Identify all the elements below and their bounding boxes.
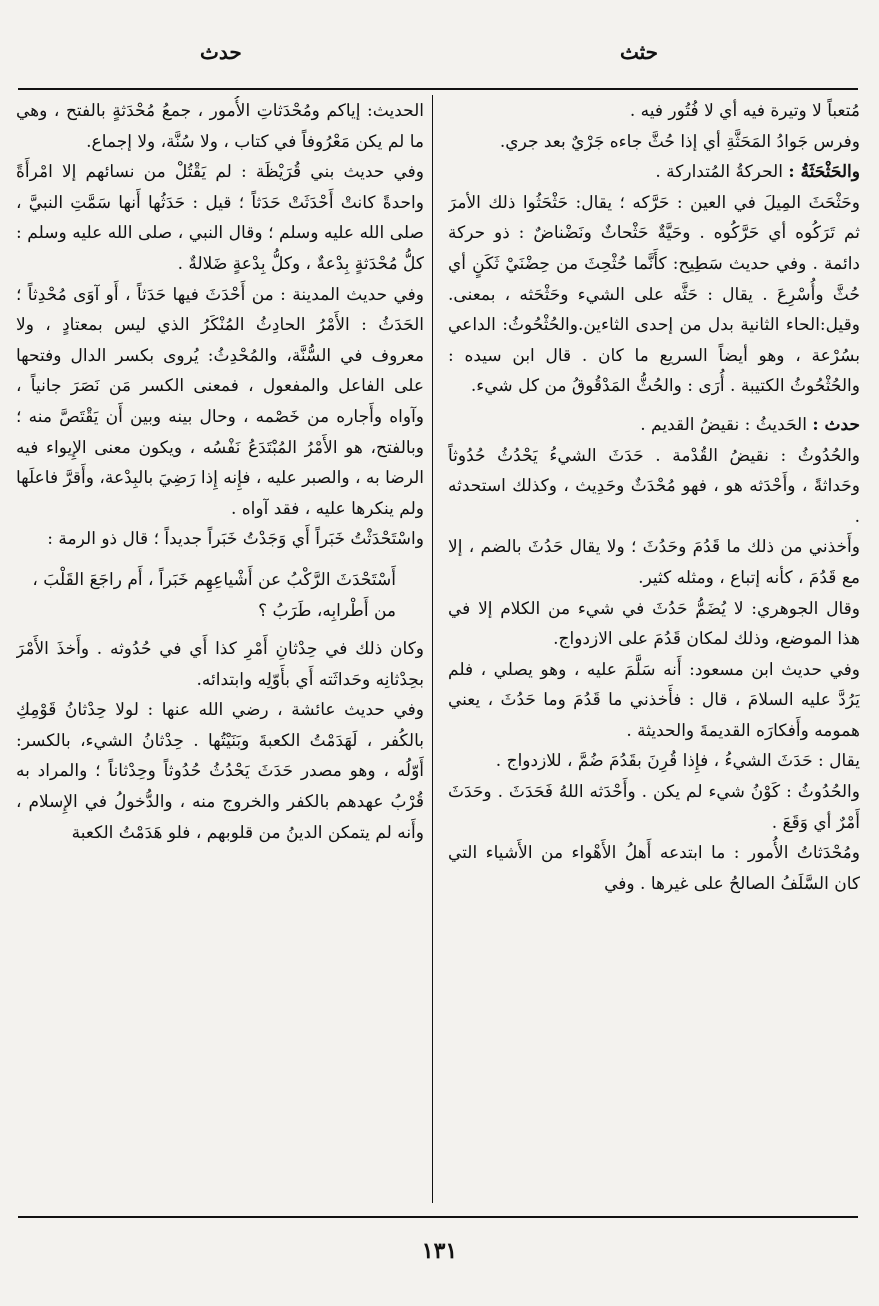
paragraph-text: واسْتَحْدَثْتُ خَبَراً أَي وَجَدْتُ خَبَراً جديداً ؛ قال ذو الرمة : xyxy=(47,529,424,550)
paragraph-text: وأَخذني من ذلك ما قَدُمَ وحَدُثَ ؛ ولا يقال حَدُثَ بالضم ، إلا مع قَدُمَ ، كأنه إتباع ، ومثله كثير. xyxy=(448,537,860,588)
paragraph-text: وفي حديث المدينة : من أَحْدَثَ فيها حَدَثاً ، أَو آوَى مُحْدِثاً ؛ الحَدَثُ : الأَمْرُ الحادِثُ المُنْكَرُ الذي ليس بمعتادٍ ، ولا معروف في السُّنَّة، والمُحْدِثُ: يُروى بكسر الدال وفتحها على الفاعل والمفعول ، فمعنى الكسر مَن نَصَرَ جانياً ، وآواه وأَجاره من خَصْمه ، وحال بينه وبين أَن يَقْتَصَّ منه ؛ وبالفتح، هو الأَمْرُ المُبْتَدَعُ نَفْسُه ، ويكون معنى الإِيواء فيه الرضا به ، والصبر عليه ، فإِنه إِذا رَضِيَ بالبِدْعة، وأَقرَّ فاعلَها ولم ينكرها عليه ، فقد آواه . xyxy=(16,284,424,519)
paragraph xyxy=(16,634,424,695)
paragraph-text: الحَديثُ : نقيضُ القديم . xyxy=(640,414,807,435)
paragraph xyxy=(448,441,860,533)
paragraph-text: الحديث: إياكم ومُحْدَثاتِ الأُمور ، جمعُ مُحْدَثةٍ بالفتح ، وهي ما لم يكن مَعْرُوفاً في كتاب ، ولا سُنَّة، ولا إجماع. xyxy=(16,101,424,152)
paragraph-text: وفي حديث بني قُرَيْظَة : لم يَقْتُلْ من نسائهم إلا امْرأَةً واحدةً كانتْ أَحْدَثَتْ حَدَثاً ؛ قيل : حَدَثُها أَنها سَمَّتِ النبيَّ ، صلى الله عليه وسلم ؛ وقال النبي ، صلى الله عليه وسلم : كلُّ مُحْدَثةٍ بِدْعةٌ ، وكلُّ بِدْعةٍ ضَلالةٌ . xyxy=(16,162,424,274)
paragraph-text: يقال : حَدَثَ الشيءُ ، فإِذا قُرِنَ بقَدُمَ ضُمَّ ، للازدواج . xyxy=(495,751,860,772)
paragraph-text: وكان ذلك في حِدْثانِ أَمْرِ كذا أَي في حُدُوثه . وأَخذَ الأَمْرَ بحِدْثانِه وحَداثَته أَي بأَوّلِه وابتدائه. xyxy=(16,639,424,690)
bottom-rule xyxy=(18,1216,858,1218)
paragraph xyxy=(16,96,424,157)
paragraph xyxy=(16,695,424,848)
left-column xyxy=(16,96,424,1208)
running-head-left: حدث xyxy=(200,40,242,64)
paragraph xyxy=(448,777,860,838)
paragraph xyxy=(16,524,424,555)
paragraph xyxy=(448,157,860,188)
running-head-right: حثث xyxy=(620,40,659,64)
top-rule xyxy=(18,88,858,90)
paragraph xyxy=(16,280,424,525)
paragraph-text: وفرس جَوادُ المَحَثَّةِ أي إذا حُثَّ جاءه جَرْيٌ بعد جري. xyxy=(499,131,860,152)
paragraph xyxy=(16,157,424,279)
paragraph xyxy=(448,127,860,158)
entry-headword: حدث : xyxy=(812,414,860,435)
paragraph-text: والحُدُوثُ : نقيضُ القُدْمة . حَدَثَ الشيءُ يَحْدُثُ حُدُوثاً وحَداثةً ، وأَحْدَثه هو ، فهو مُحْدَثٌ وحَدِيث ، وكذلك استحدثه . xyxy=(448,445,860,527)
paragraph xyxy=(448,746,860,777)
column-divider xyxy=(432,95,433,1203)
paragraph-text: وقال الجوهري: لا يُضَمُّ حَدُثَ في شيء من الكلام إلا في هذا الموضع، وذلك لمكان قَدُمَ على الازدواج. xyxy=(448,598,860,650)
paragraph xyxy=(448,594,860,655)
paragraph xyxy=(448,655,860,747)
paragraph xyxy=(448,188,860,402)
paragraph-text: الحركةُ المُتداركة . xyxy=(655,162,783,183)
paragraph-text: وفي حديث عائشة ، رضي الله عنها : لولا حِدْثانُ قَوْمِكِ بالكُفر ، لَهَدَمْتُ الكعبةَ وبَنَيْتُها . حِدْثانُ الشيء، بالكسر: أَوّلُه ، وهو مصدر حَدَثَ يَحْدُثُ حُدُوثاً وحِدْثاناً ؛ والمراد به قُرْبُ عهدهم بالكفر والخروج منه ، والدُّخولُ في الإِسلام ، وأَنه لم يتمكن الدينُ من قلوبهم ، فلو هَدَمْتُ الكعبة xyxy=(16,700,424,843)
paragraph-text: ومُحْدَثاتُ الأُمور : ما ابتدعه أَهلُ الأَهْواء من الأَشياء التي كان السَّلَفُ الصالحُ على غيرها . وفي xyxy=(448,843,860,894)
paragraph-text: وفي حديث ابن مسعود: أَنه سَلَّمَ عليه ، وهو يصلي ، فلم يَرُدَّ عليه السلامَ ، قال : فأَخذني ما قَدُمَ وما حَدُثَ ، يعني همومه وأَفكارَه القديمةَ والحديثة . xyxy=(448,659,860,741)
paragraph-text: وحَثْحَثَ المِيلَ في العين : حَرَّكه ؛ يقال: حَثْحَثُوا ذلك الأمرَ ثم تَرَكُوه أي حَرَّكُوه . وحَيَّةٌ حَثْحاثٌ ونَضْناضٌ : ذو حركة دائمة . وفي حديث سَطِيح: كأَنَّما حُثْحِثَ من حِضْنَيْ ثَكَنٍ أي حُثَّ وأُسْرِعَ . يقال : حَثَّه على الشيء وحَثْحَثه ، بمعنى. وقيل:الحاء الثانية بدل من إحدى الثاءين.والحُثْحُوثُ: الداعي بسُرْعة ، وهو أيضاً السريع ما كان . قال ابن سيده : والحُثْحُوثُ الكتيبة . أُرَى : والحُثُّ المَدْقُوقُ من كل شيء. xyxy=(448,192,860,397)
paragraph xyxy=(448,532,860,593)
paragraph-text: أَسْتَحْدَثَ الرَّكْبُ عن أَشْياعِهِم خَبَراً ، أَم راجَعَ القَلْبَ ، من أَطْرابِه، طَرَبُ ؟ xyxy=(32,569,396,621)
paragraph-text: والحُدُوثُ : كَوْنُ شيء لم يكن . وأَحْدَثه اللهُ فَحَدَثَ . وحَدَثَ أَمْرٌ أي وَقَعَ . xyxy=(448,782,860,833)
paragraph xyxy=(448,410,860,441)
page-number: ١٣١ xyxy=(421,1238,458,1264)
right-column xyxy=(448,96,860,1208)
paragraph xyxy=(448,838,860,899)
paragraph-text: مُتعباً لا وتيرة فيه أي لا فُتُور فيه . xyxy=(629,101,860,121)
paragraph xyxy=(448,96,860,127)
entry-headword: والحَثْحَثَةُ : xyxy=(788,162,860,183)
verse xyxy=(16,565,424,626)
